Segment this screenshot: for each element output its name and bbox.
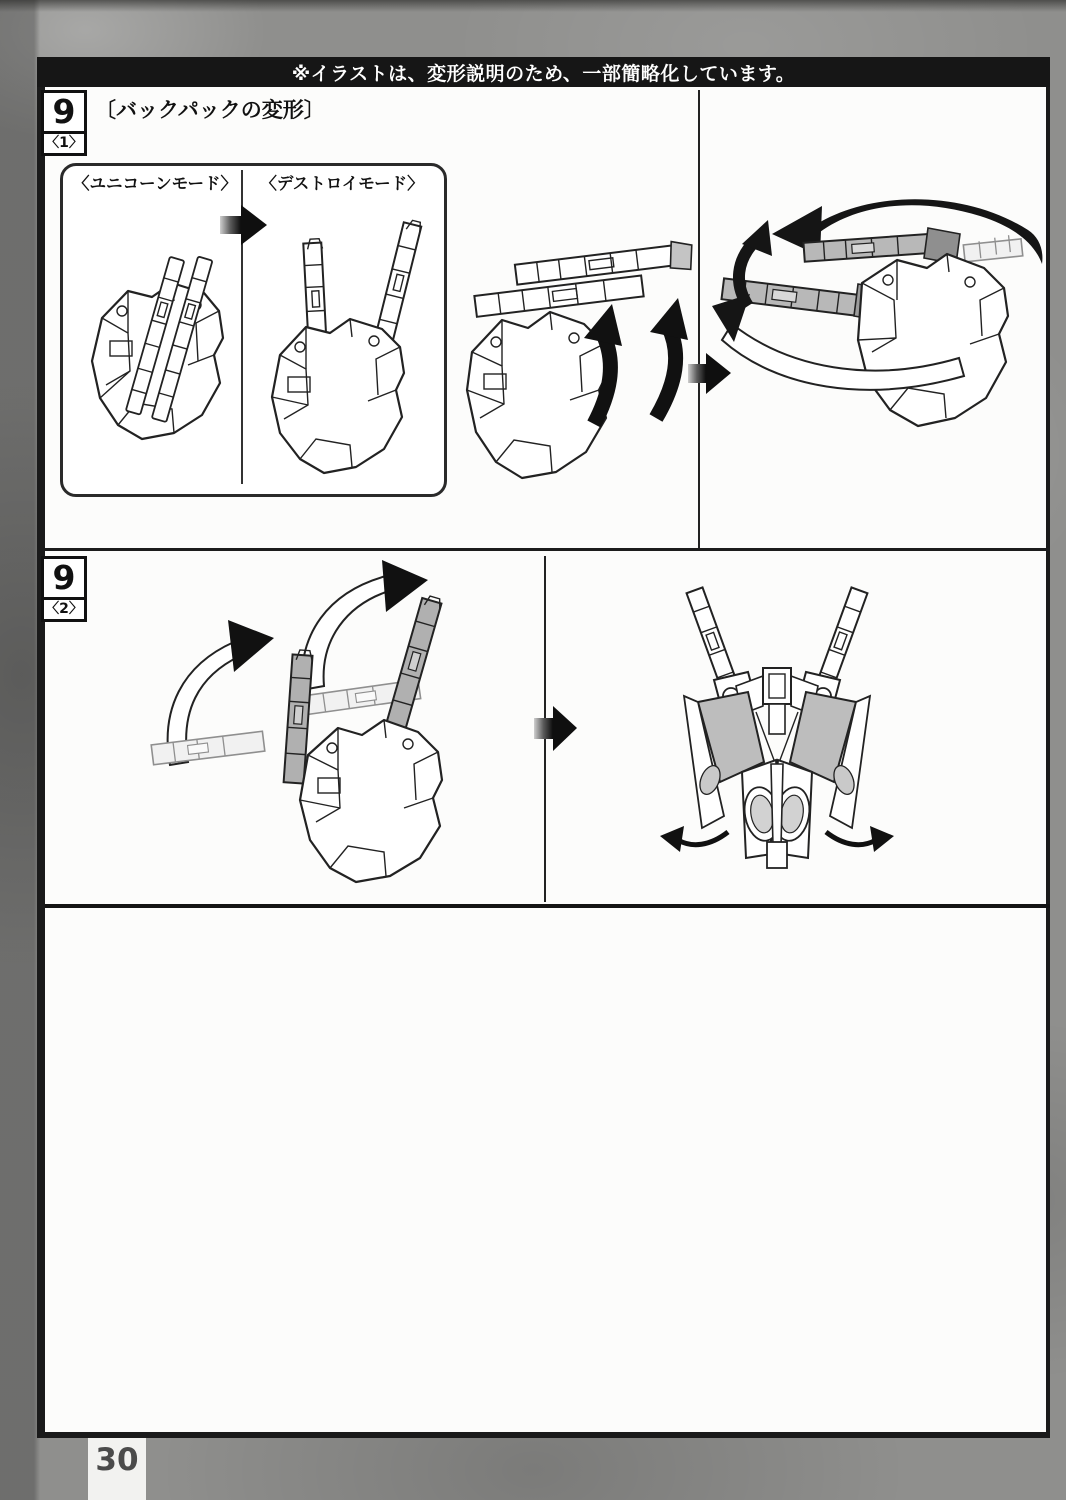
- step-9-1-rotate-illustration: [712, 188, 1046, 472]
- step-9-1-fold-illustration: [452, 232, 694, 537]
- page-number: 30: [95, 1442, 139, 1478]
- step-9-1-heading: 〔バックパックの変形〕: [95, 98, 325, 122]
- step-number: 9: [52, 558, 76, 597]
- panel-divider-2: [45, 904, 1050, 908]
- unicorn-mode-illustration: [76, 243, 234, 448]
- banner-note: [37, 57, 1050, 87]
- step-9-2-raise-illustration: [140, 560, 476, 886]
- flat-saber-handles: [471, 239, 694, 317]
- unicorn-mode-label: 〈ユニコーンモード〉: [72, 174, 237, 193]
- page-left-border: [37, 87, 45, 1438]
- destroy-mode-label: 〈デストロイモード〉: [260, 174, 424, 193]
- banner-note-text: ※イラストは、変形説明のため、一部簡略化しています。: [291, 62, 796, 85]
- step-substep: 〈2〉: [44, 597, 84, 619]
- panel1-divider: [698, 90, 700, 548]
- step-9-2-number-box: [41, 556, 87, 622]
- raised-handle-right: [383, 594, 442, 740]
- saber-handle-upper: [803, 234, 932, 262]
- destroy-mode-illustration: [250, 205, 436, 483]
- page-number-box: [88, 1438, 146, 1500]
- ghost-saber-handle: [963, 235, 1022, 262]
- step-number: 9: [52, 92, 76, 131]
- step-substep: 〈1〉: [44, 131, 84, 153]
- step-9-1-number-box: [41, 90, 87, 156]
- step-transition-arrow-icon: [532, 702, 578, 754]
- panel-divider-1: [45, 548, 1050, 551]
- step-9-2-complete-illustration: [636, 584, 918, 870]
